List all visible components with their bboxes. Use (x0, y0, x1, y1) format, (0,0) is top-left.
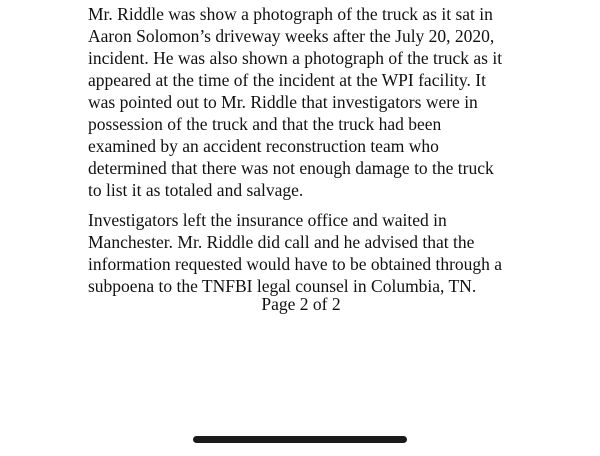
paragraph-1 (88, 3, 502, 201)
paragraph-line: determined that there was not enough damage to the truck (88, 158, 494, 178)
paragraph-line: was pointed out to Mr. Riddle that investigators were in (88, 92, 478, 112)
paragraph-line: Mr. Riddle was show a photograph of the truck as it sat in (88, 4, 493, 24)
paragraph-line: subpoena to the TNFBI legal counsel in Columbia, TN. (88, 276, 477, 296)
paragraph-line: Manchester. Mr. Riddle did call and he advised that the (88, 232, 475, 252)
page-number: Page 2 of 2 (261, 294, 341, 314)
paragraph-line: incident. He was also shown a photograph of the truck as it (88, 48, 503, 68)
paragraph-line: possession of the truck and that the truck had been (88, 114, 442, 134)
home-indicator-bar[interactable] (193, 436, 407, 443)
paragraph-line: information requested would have to be obtained through a (88, 254, 503, 274)
paragraph-line: to list it as totaled and salvage. (88, 180, 304, 200)
paragraph-2 (88, 209, 502, 297)
paragraph-line: Investigators left the insurance office and waited in (88, 210, 447, 230)
paragraph-line: examined by an accident reconstruction team who (88, 136, 439, 156)
paragraph-line: Aaron Solomon’s driveway weeks after the July 20, 2020, (88, 26, 495, 46)
paragraph-line: appeared at the time of the incident at the WPI facility. It (88, 70, 486, 90)
